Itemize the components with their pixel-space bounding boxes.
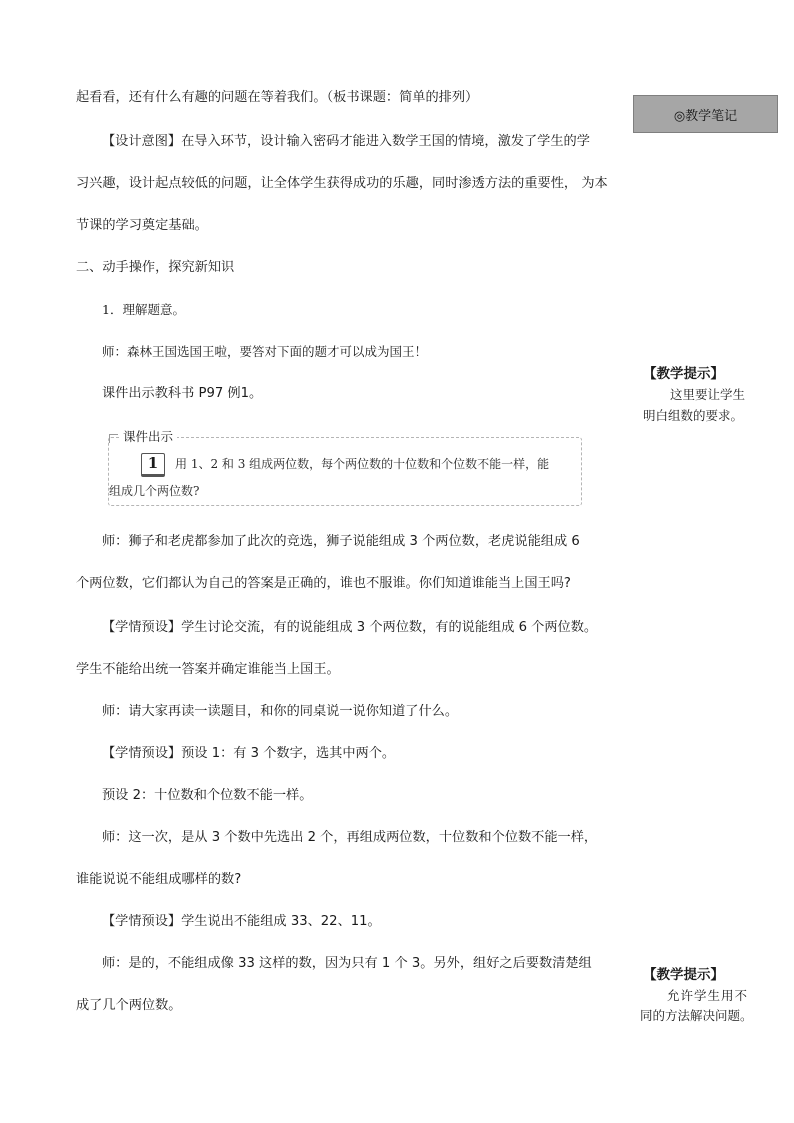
teacher-line-4a: 师：这一次，是从 3 个数中先选出 2 个，再组成两位数，十位数和个位数不能一样， bbox=[102, 830, 598, 845]
callout-title: 课件出示 bbox=[119, 427, 177, 447]
teaching-tip-heading-1: 【教学提示】 bbox=[643, 366, 724, 382]
preset-line-1b: 学生不能给出统一答案并确定谁能当上国王。 bbox=[76, 662, 340, 677]
courseware-line: 课件出示教科书 P97 例1。 bbox=[102, 386, 263, 401]
teacher-line-5a: 师：是的，不能组成像 33 这样的数，因为只有 1 个 3。另外，组好之后要数清楚组 bbox=[102, 956, 592, 971]
teaching-notes-header bbox=[633, 95, 778, 133]
teaching-notes-label: ◎教学笔记 bbox=[673, 108, 738, 124]
preset-line-4: 【学情预设】学生说出不能组成 33、22、11。 bbox=[102, 914, 381, 929]
example-number-icon: 1 bbox=[141, 453, 165, 477]
example-text-line-2: 组成几个两位数? bbox=[109, 484, 200, 498]
teacher-line-2a: 师：狮子和老虎都参加了此次的竞选，狮子说能组成 3 个两位数，老虎说能组成 6 bbox=[102, 534, 580, 549]
design-intent-line-3: 节课的学习奠定基础。 bbox=[76, 218, 208, 233]
courseware-callout bbox=[108, 429, 582, 506]
teaching-tip-1-line-2: 明白组数的要求。 bbox=[643, 408, 744, 423]
teacher-line-4b: 谁能说说不能组成哪样的数? bbox=[76, 872, 242, 887]
teacher-line-2b: 个两位数，它们都认为自己的答案是正确的，谁也不服谁。你们知道谁能当上国王吗? bbox=[76, 576, 571, 591]
teaching-tip-heading-2: 【教学提示】 bbox=[643, 967, 724, 983]
preset-line-1a: 【学情预设】学生讨论交流，有的说能组成 3 个两位数，有的说能组成 6 个两位数。 bbox=[102, 620, 598, 635]
preset-line-2: 【学情预设】预设 1：有 3 个数字，选其中两个。 bbox=[102, 746, 396, 761]
teaching-tip-2-line-2: 同的方法解决问题。 bbox=[640, 1008, 753, 1023]
teaching-tip-2-line-1: 允许学生用不 bbox=[667, 988, 749, 1003]
design-intent-line-2: 习兴趣，设计起点较低的问题，让全体学生获得成功的乐趣，同时渗透方法的重要性， 为本 bbox=[76, 176, 608, 191]
step-heading: 1．理解题意。 bbox=[102, 302, 185, 317]
teacher-line-3: 师：请大家再读一读题目，和你的同桌说一说你知道了什么。 bbox=[102, 704, 459, 719]
design-intent-line-1: 【设计意图】在导入环节，设计输入密码才能进入数学王国的情境，激发了学生的学 bbox=[102, 134, 590, 149]
teacher-line-5b: 成了几个两位数。 bbox=[76, 998, 182, 1013]
example-text-line-1: 用 1、2 和 3 组成两位数，每个两位数的十位数和个位数不能一样，能 bbox=[175, 457, 550, 471]
teacher-line-1: 师：森林王国选国王啦，要答对下面的题才可以成为国王！ bbox=[102, 344, 428, 359]
teaching-tip-1-line-1: 这里要让学生 bbox=[670, 387, 746, 402]
section-heading: 二、动手操作，探究新知识 bbox=[76, 260, 235, 275]
preset-line-3: 预设 2：十位数和个位数不能一样。 bbox=[102, 788, 313, 803]
paragraph-intro-end: 起看看，还有什么有趣的问题在等着我们。（板书课题：简单的排列） bbox=[76, 90, 479, 105]
